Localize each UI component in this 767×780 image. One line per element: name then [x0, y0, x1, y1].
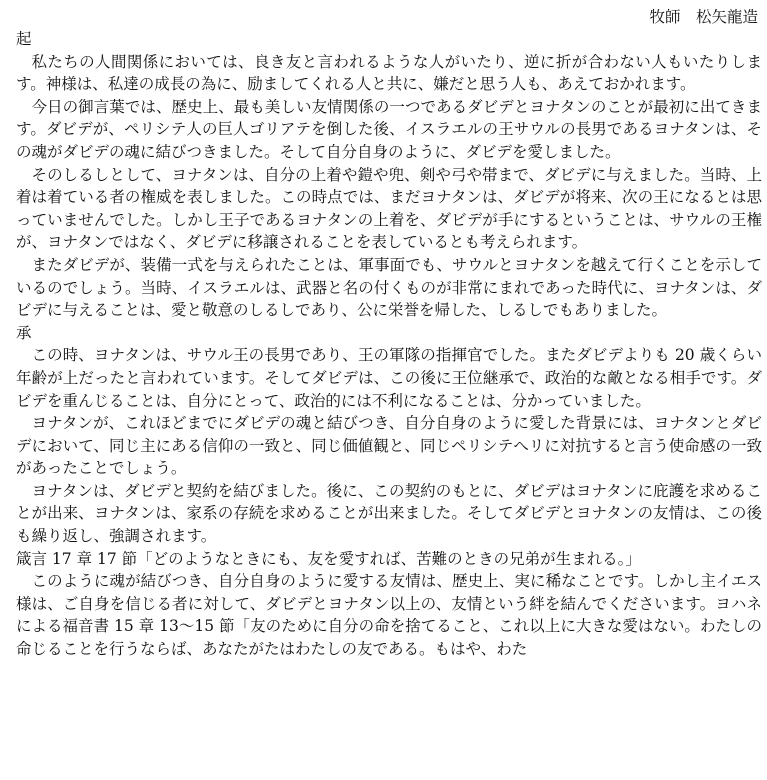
paragraph: ヨナタンが、これほどまでにダビデの魂と結びつき、自分自身のように愛した背景には、ヨナタンとダビデにおいて、同じ主にある信仰の一致と、同じ価値観と、同じペリシテへリに対抗すると言う使命感の一致があったことでしょう。: [16, 414, 762, 478]
document-page: [16, 6, 762, 661]
paragraph: 今日の御言葉では、歴史上、最も美しい友情関係の一つであるダビデとヨナタンのことが最初に出てきます。ダビデが、ペリシテ人の巨人ゴリアテを倒した後、イスラエルの王サウルの長男であるヨナタンは、その魂がダビデの魂に結びつきました。そして自分自身のように、ダビデを愛しました。: [16, 97, 762, 161]
scripture-verse: 箴言 17 章 17 節「どのようなときにも、友を愛すれば、苦難のときの兄弟が生まれる。」: [16, 549, 641, 568]
paragraph: またダビデが、装備一式を与えられたことは、軍事面でも、サウルとヨナタンを越えて行くことを示しているのでしょう。当時、イスラエルは、武器と名の付くものが非常にまれであった時代に、ヨナタンは、ダビデに与えることは、愛と敬意のしるしであり、公に栄誉を帰した、しるしでもありました。: [16, 255, 762, 320]
paragraph: そのしるしとして、ヨナタンは、自分の上着や鎧や兜、剣や弓や帯まで、ダビデに与えました。当時、上着は着ている者の権威を表しました。この時点では、まだヨナタンは、ダビデが将来、次の王になるとは思っていませんでした。しかし王子であるヨナタンの上着を、ダビデが手にするということは、サウルの王権が、ヨナタンではなく、ダビデに移譲されることを表しているとも考えられます。: [16, 165, 762, 252]
paragraph: このように魂が結びつき、自分自身のように愛する友情は、歴史上、実に稀なことです。しかし主イエス様は、ご自身を信じる者に対して、ダビデとヨナタン以上の、友情という絆を結んでくださいます。ヨハネによる福音書 15 章 13～15 節「友のために自分の命を捨てること、これ以上に大きな愛はない。わたしの命じることを行うならば、あなたがたはわたしの友である。もはや、わた: [16, 572, 762, 659]
paragraph: ヨナタンは、ダビデと契約を結びました。後に、この契約のもとに、ダビデはヨナタンに庇護を求めることが出来、ヨナタンは、家系の存続を求めることが出来ました。そしてダビデとヨナタンの友情は、この後も繰り返し、強調されます。: [16, 481, 762, 546]
author-name: 牧師 松矢龍造: [649, 8, 758, 26]
section-heading-ki: 起: [16, 30, 32, 48]
section-heading-sho: 承: [16, 323, 32, 342]
paragraph: この時、ヨナタンは、サウル王の長男であり、王の軍隊の指揮官でした。またダビデよりも 20 歳くらい年齢が上だったと言われています。そしてダビデは、この後に王位継承で、政治的な敵となる相手です。ダビデを重んじることは、自分にとって、政治的には不利になることは、分かっていました。: [16, 346, 762, 410]
paragraph: 私たちの人間関係においては、良き友と言われるような人がいたり、逆に折が合わない人もいたりします。神様は、私達の成長の為に、励ましてくれる人と共に、嫌だと思う人も、あえておかれます。: [16, 52, 762, 94]
